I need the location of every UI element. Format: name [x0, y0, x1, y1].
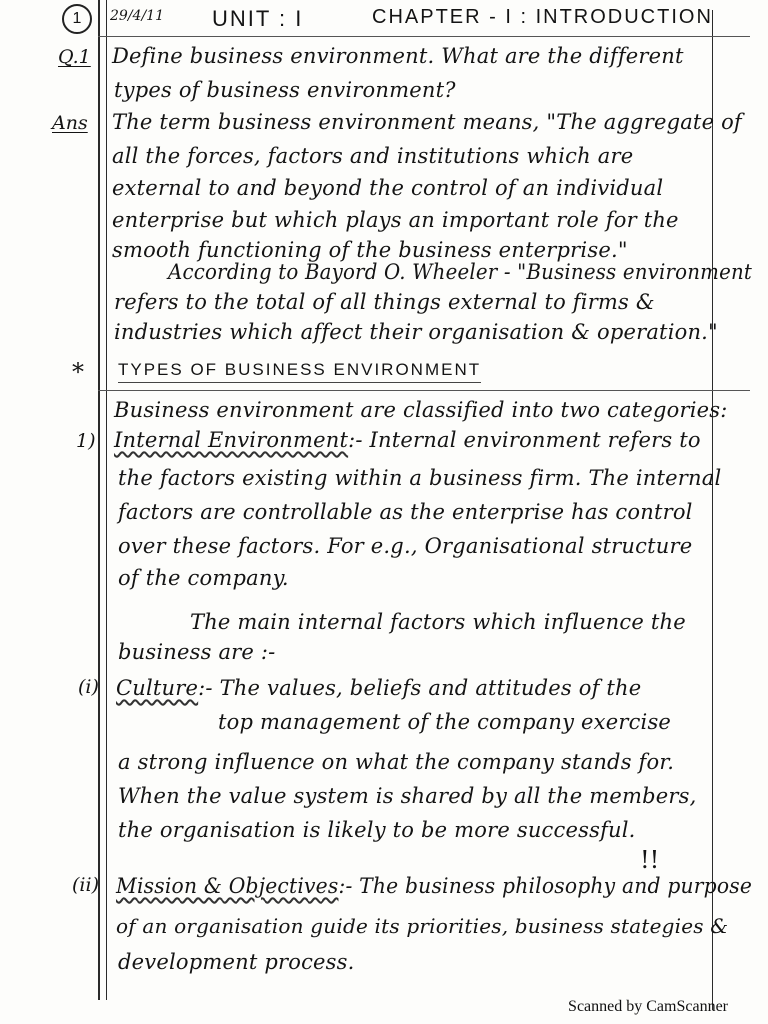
- question-line-1: Define business environment. What are the different: [112, 44, 684, 68]
- answer-line-2: all the forces, factors and institutions which are: [112, 144, 634, 168]
- margin-line-left-inner: [106, 0, 107, 1000]
- question-label: Q.1: [58, 46, 91, 68]
- internal-line-4: over these factors. For e.g., Organisational structure: [118, 534, 693, 558]
- scanner-watermark: Scanned by CamScanner: [568, 998, 728, 1015]
- internal-line-3: factors are controllable as the enterprise has control: [118, 500, 693, 524]
- answer-label: Ans: [52, 112, 88, 134]
- internal-title: Internal Environment: [114, 428, 349, 452]
- page-number: 1: [62, 4, 92, 34]
- quote-line-1: According to Bayord O. Wheeler - "Business environment: [168, 260, 753, 284]
- answer-line-4: enterprise but which plays an important role for the: [112, 208, 679, 232]
- internal-main-line-2: business are :-: [118, 640, 276, 664]
- margin-line-left: [98, 0, 100, 1000]
- types-intro: Business environment are classified into two categories:: [114, 398, 728, 422]
- unit-title: UNIT : I: [212, 6, 304, 31]
- culture-title: Culture: [116, 676, 199, 700]
- mission-line-2: of an organisation guide its priorities, business stategies &: [116, 914, 729, 938]
- culture-line-4: When the value system is shared by all the members,: [118, 784, 697, 808]
- mission-title: Mission & Objectives: [116, 874, 339, 898]
- culture-marker: (i): [78, 676, 99, 698]
- types-marker: *: [72, 358, 84, 386]
- margin-line-right: [712, 10, 713, 1010]
- answer-line-1: The term business environment means, "The aggregate of: [112, 110, 742, 134]
- types-heading: TYPES OF BUSINESS ENVIRONMENT: [118, 360, 481, 383]
- internal-first-line: [114, 428, 701, 452]
- mission-line-1: :- The business philosophy and purpose: [338, 874, 753, 898]
- header-rule: [98, 36, 750, 37]
- types-rule: [98, 390, 750, 391]
- internal-line-5: of the company.: [118, 566, 289, 590]
- mission-marker: (ii): [72, 874, 99, 896]
- internal-marker: 1): [76, 430, 96, 452]
- internal-line-1: :- Internal environment refers to: [348, 428, 701, 452]
- answer-line-3: external to and beyond the control of an individual: [112, 176, 664, 200]
- culture-first-line: [116, 676, 641, 700]
- culture-line-3: a strong influence on what the company stands for.: [118, 750, 675, 774]
- mission-line-3: development process.: [118, 950, 355, 974]
- culture-line-1: :- The values, beliefs and attitudes of the: [198, 676, 642, 700]
- date-label: 29/4/11: [110, 8, 164, 24]
- quote-line-2: refers to the total of all things external to firms &: [114, 290, 655, 314]
- mission-margin-mark: !!: [640, 846, 660, 874]
- internal-line-2: the factors existing within a business firm. The internal: [118, 466, 722, 490]
- quote-line-3: industries which affect their organisation & operation.": [114, 320, 718, 344]
- chapter-title: CHAPTER - I : INTRODUCTION: [372, 6, 713, 28]
- culture-line-2: top management of the company exercise: [218, 710, 672, 734]
- question-line-2: types of business environment?: [114, 78, 456, 102]
- answer-line-5: smooth functioning of the business enterprise.": [112, 238, 628, 262]
- mission-first-line: [116, 874, 752, 898]
- internal-main-line-1: The main internal factors which influence the: [190, 610, 686, 634]
- culture-line-5: the organisation is likely to be more successful.: [118, 818, 636, 842]
